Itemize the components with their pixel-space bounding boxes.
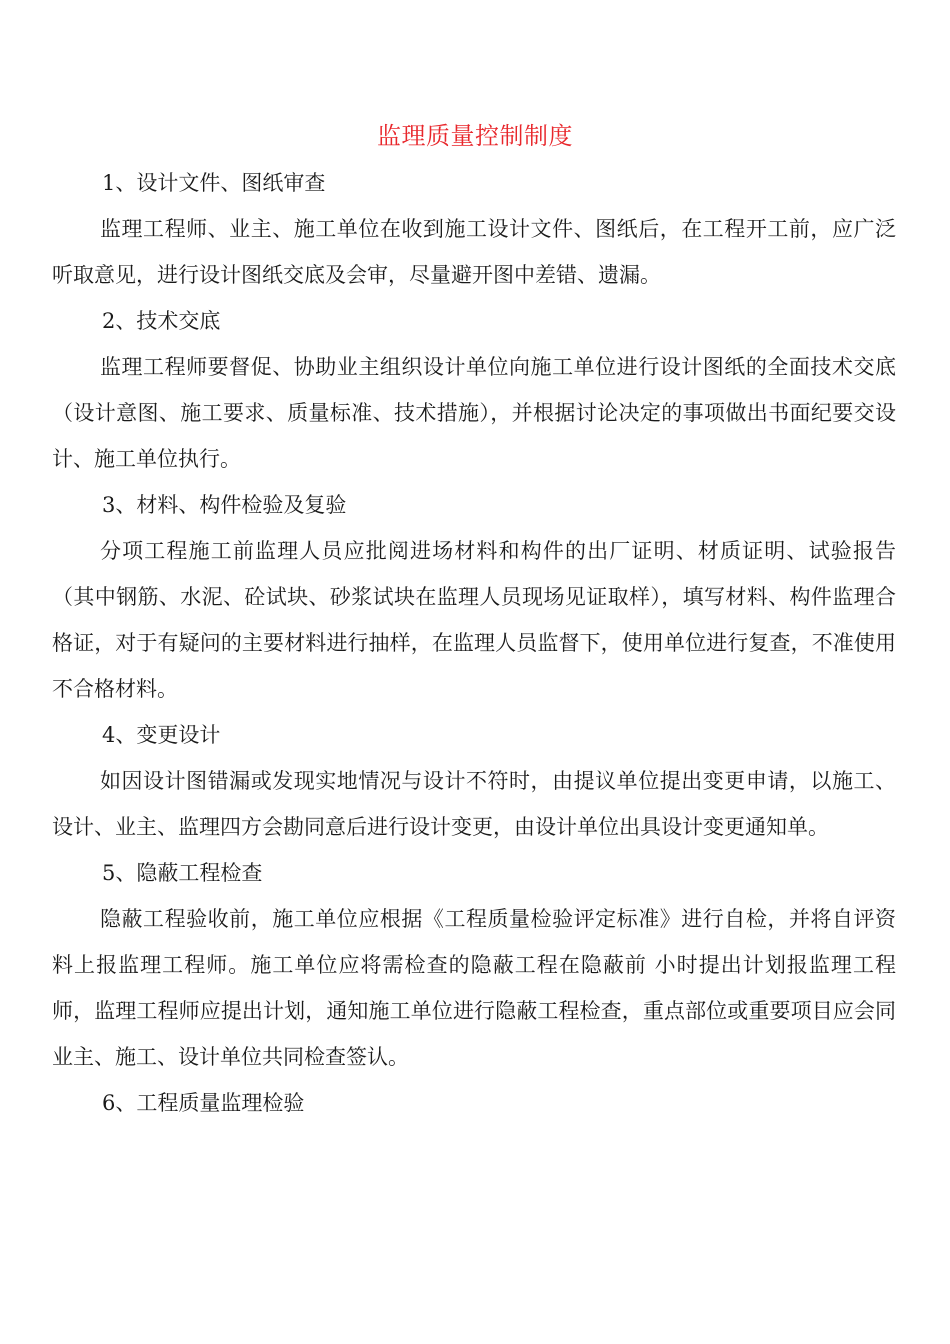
section-paragraph-4: 如因设计图错漏或发现实地情况与设计不符时，由提议单位提出变更申请，以施工、设计、业主、监理四方会勘同意后进行设计变更，由设计单位出具设计变更通知单。: [52, 769, 896, 839]
document-body: [52, 160, 896, 1126]
section-heading-1: 1、设计文件、图纸审查: [102, 171, 326, 195]
section-heading-6: 6、工程质量监理检验: [102, 1091, 305, 1115]
section-paragraph-3: 分项工程施工前监理人员应批阅进场材料和构件的出厂证明、材质证明、试验报告（其中钢筋、水泥、砼试块、砂浆试块在监理人员现场见证取样），填写材料、构件监理合格证，对于有疑问的主要材料进行抽样，在监理人员监督下，使用单位进行复查，不准使用不合格材料。: [52, 539, 896, 701]
section-paragraph-1: 监理工程师、业主、施工单位在收到施工设计文件、图纸后，在工程开工前，应广泛听取意见，进行设计图纸交底及会审，尽量避开图中差错、遗漏。: [52, 217, 896, 287]
section-paragraph-2: 监理工程师要督促、协助业主组织设计单位向施工单位进行设计图纸的全面技术交底（设计意图、施工要求、质量标准、技术措施），并根据讨论决定的事项做出书面纪要交设计、施工单位执行。: [52, 355, 896, 471]
section-heading-4: 4、变更设计: [102, 723, 221, 747]
document-title: 监理质量控制制度: [377, 122, 573, 150]
section-heading-2: 2、技术交底: [102, 309, 221, 333]
section-paragraph-5: 隐蔽工程验收前，施工单位应根据《工程质量检验评定标准》进行自检，并将自评资料上报监理工程师。施工单位应将需检查的隐蔽工程在隐蔽前 小时提出计划报监理工程师，监理工程师应提出计划，通知施工单位进行隐蔽工程检查，重点部位或重要项目应会同业主、施工、设计单位共同检查签认。: [52, 907, 896, 1069]
section-heading-3: 3、材料、构件检验及复验: [102, 493, 347, 517]
section-heading-5: 5、隐蔽工程检查: [102, 861, 263, 885]
